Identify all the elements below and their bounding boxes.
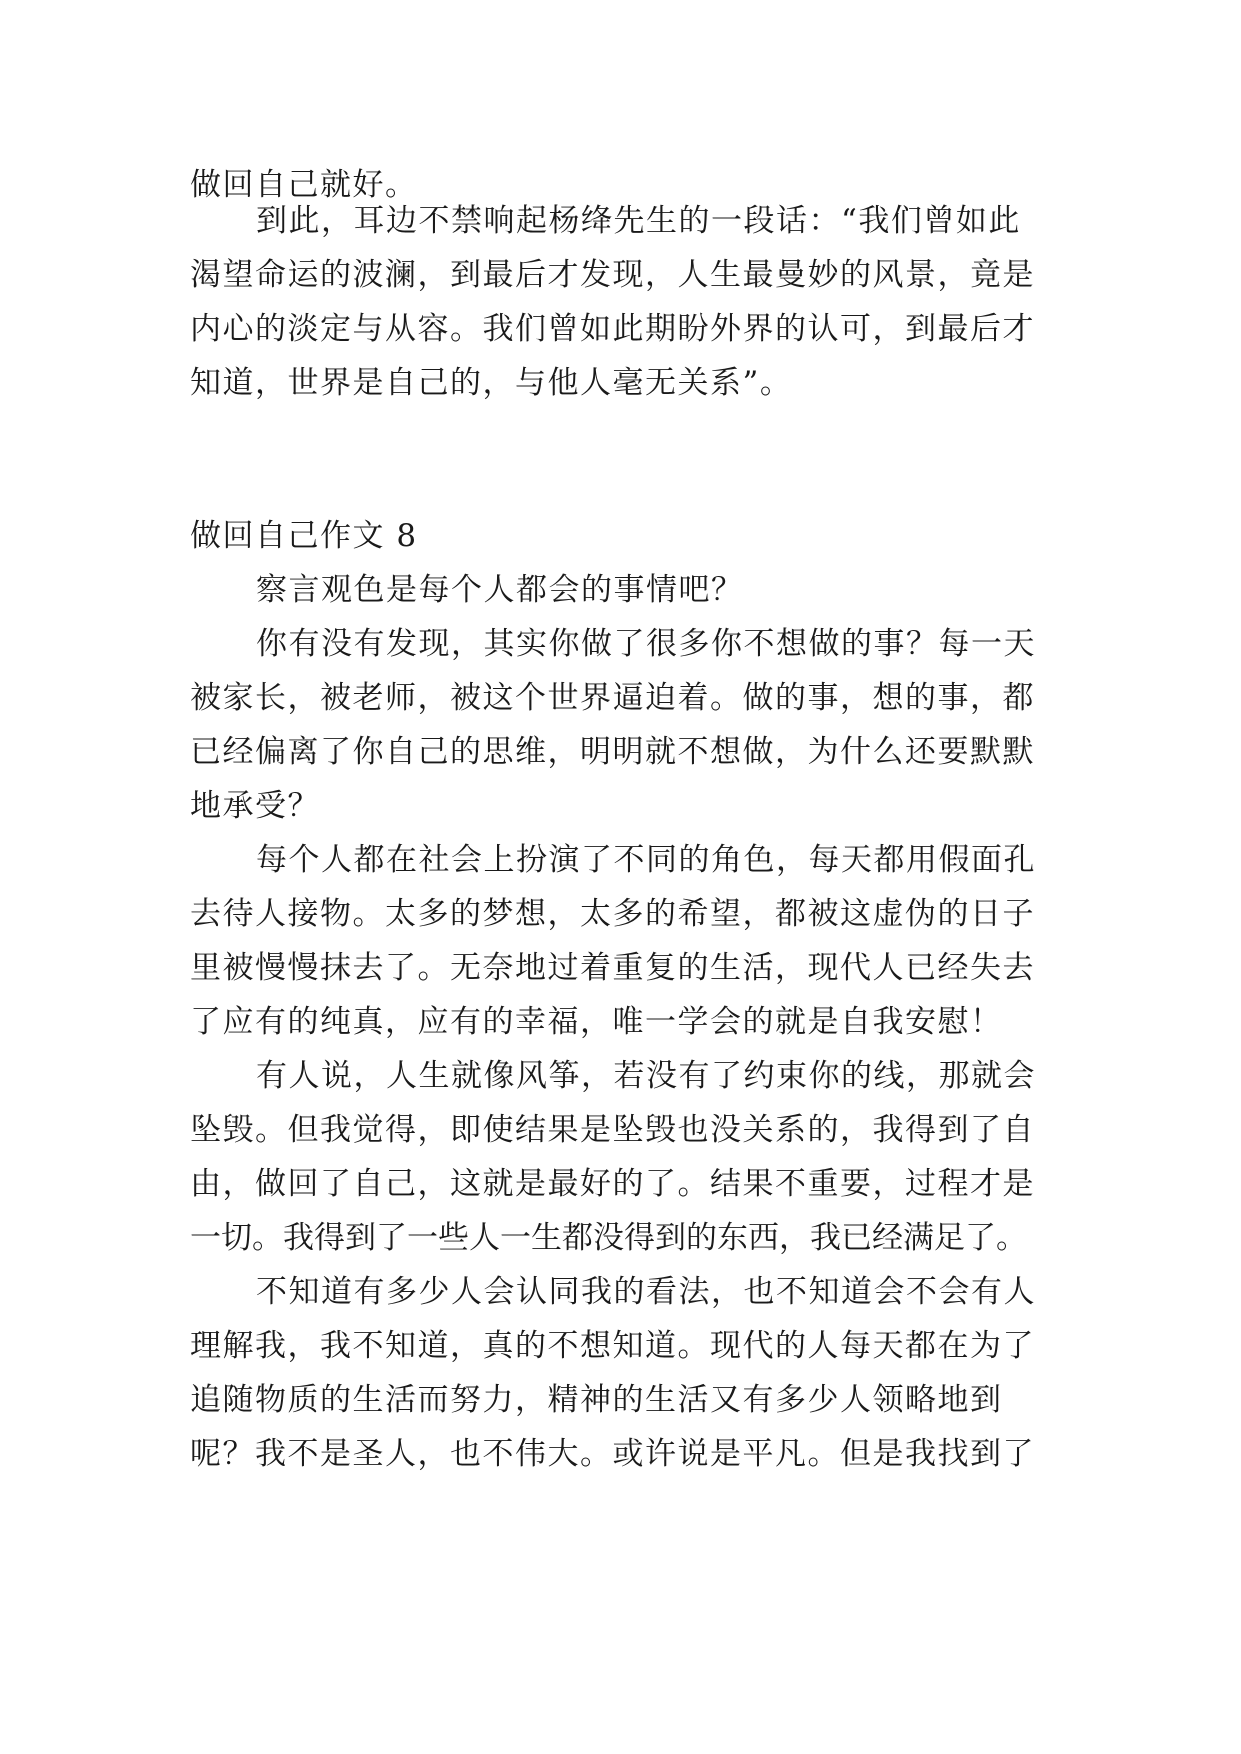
text-line: 知道，世界是自己的，与他人毫无关系”。 (190, 365, 793, 401)
section-heading: 做回自己作文 8 (190, 518, 418, 554)
text-line: 呢？我不是圣人，也不伟大。或许说是平凡。但是我找到了 (190, 1436, 1035, 1472)
text-line: 理解我，我不知道，真的不想知道。现代的人每天都在为了 (190, 1328, 1035, 1364)
text-line: 不知道有多少人会认同我的看法，也不知道会不会有人 (256, 1274, 1036, 1310)
text-line: 渴望命运的波澜，到最后才发现，人生最曼妙的风景，竟是 (190, 257, 1035, 293)
text-line: 地承受？ (190, 788, 320, 824)
text-line: 内心的淡定与从容。我们曾如此期盼外界的认可，到最后才 (190, 311, 1035, 347)
text-line: 察言观色是每个人都会的事情吧？ (256, 572, 744, 608)
text-line: 做回自己就好。 (190, 167, 418, 203)
text-line: 被家长，被老师，被这个世界逼迫着。做的事，想的事，都 (190, 680, 1035, 716)
text-line: 去待人接物。太多的梦想，太多的希望，都被这虚伪的日子 (190, 896, 1035, 932)
text-line: 已经偏离了你自己的思维，明明就不想做，为什么还要默默 (190, 734, 1035, 770)
text-line: 了应有的纯真，应有的幸福，唯一学会的就是自我安慰！ (190, 1004, 1003, 1040)
text-line: 一切。我得到了一些人一生都没得到的东西，我已经满足了。 (190, 1220, 1027, 1256)
text-line: 有人说，人生就像风筝，若没有了约束你的线，那就会 (256, 1058, 1036, 1094)
text-line: 追随物质的生活而努力，精神的生活又有多少人领略地到 (190, 1382, 1003, 1418)
text-line: 里被慢慢抹去了。无奈地过着重复的生活，现代人已经失去 (190, 950, 1035, 986)
text-line: 坠毁。但我觉得，即使结果是坠毁也没关系的，我得到了自 (190, 1112, 1035, 1148)
text-line: 每个人都在社会上扮演了不同的角色，每天都用假面孔 (256, 842, 1036, 878)
text-line: 你有没有发现，其实你做了很多你不想做的事？每一天 (256, 626, 1036, 662)
text-line: 到此，耳边不禁响起杨绛先生的一段话：“我们曾如此 (256, 203, 1021, 239)
text-line: 由，做回了自己，这就是最好的了。结果不重要，过程才是 (190, 1166, 1035, 1202)
